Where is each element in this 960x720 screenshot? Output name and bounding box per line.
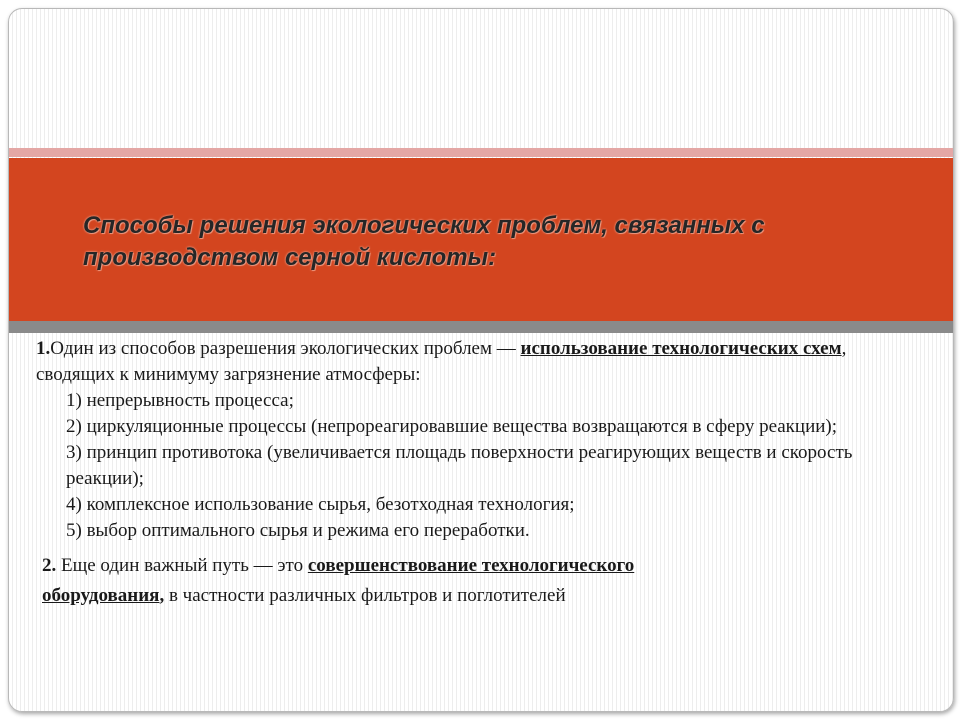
title-band <box>9 158 953 321</box>
slide-body <box>36 336 916 609</box>
list-item: 4) комплексное использование сырья, безотходная технология; <box>66 494 575 515</box>
point-1-number: 1. <box>36 338 51 359</box>
point-2-comma: , <box>159 585 165 606</box>
point-2-number: 2. <box>42 555 57 576</box>
slide-title: Способы решения экологических проблем, связанных с производством серной кислоты: <box>83 212 765 271</box>
point-2-continued <box>36 583 916 609</box>
point-1-emphasis: использование технологических схем <box>520 338 842 359</box>
list-item: 1) непрерывность процесса; <box>66 390 294 411</box>
gray-accent-band <box>9 321 953 333</box>
pink-accent-band <box>9 148 953 157</box>
point-1-lead: Один из способов разрешения экологических проблем — <box>50 338 521 359</box>
point-1-tail: , сводящих к минимуму загрязнение атмосферы: <box>36 338 847 385</box>
point-2-emphasis-continued: оборудования <box>42 585 160 606</box>
list-item: 5) выбор оптимального сырья и режима его переработки. <box>66 520 530 541</box>
point-2-tail: в частности различных фильтров и поглотителей <box>164 585 566 606</box>
point-2 <box>36 553 916 579</box>
point-2-lead: Еще один важный путь — это <box>56 555 308 576</box>
point-2-emphasis: совершенствование технологического <box>307 555 635 576</box>
point-1 <box>36 336 916 388</box>
list-item: 2) циркуляционные процессы (непрореагировавшие вещества возвращаются в сферу реакции); <box>66 416 838 437</box>
list-item: 3) принцип противотока (увеличивается площадь поверхности реагирующих веществ и скорость реакции); <box>66 442 853 489</box>
